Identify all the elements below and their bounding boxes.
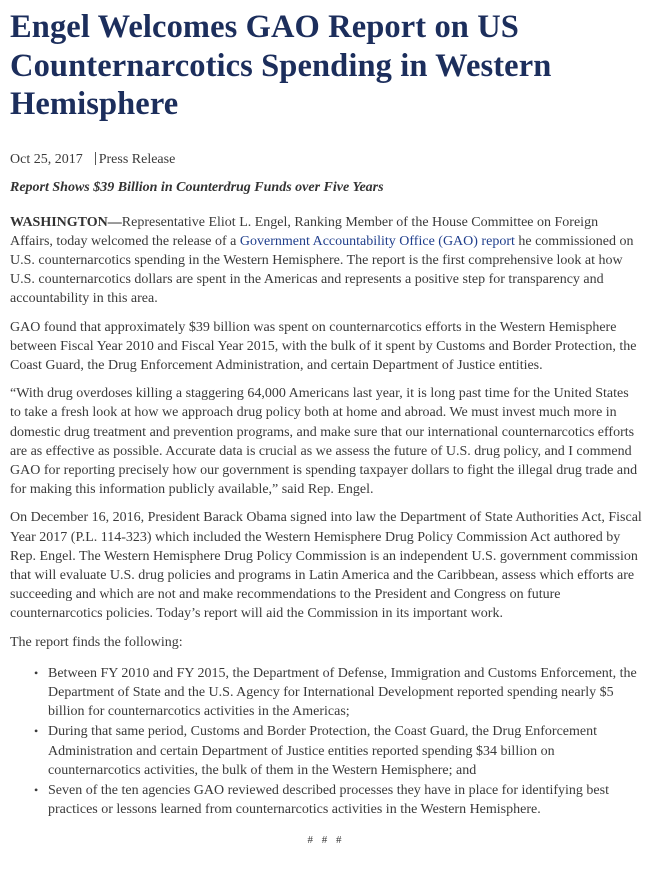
- findings-list: [10, 664, 642, 820]
- gao-report-link[interactable]: Government Accountability Office (GAO) report: [239, 233, 515, 249]
- paragraph-intro: [10, 213, 642, 309]
- article-meta: [10, 152, 642, 168]
- bullet-icon: •: [34, 782, 39, 797]
- article-category: Press Release: [98, 151, 176, 167]
- paragraph-engel-quote: “With drug overdoses killing a staggering 64,000 Americans last year, it is long past time for the United States to take a fresh look at how we approach drug policy both at home and abroad. We must invest much more in domestic drug treatment and prevention programs, and make sure that our international counternarcotics efforts are as effective as possible. Accurate data is crucial as we assess the future of U.S. drug policy, and I commend GAO for reporting precisely how our government is spending taxpayer dollars to fight the illegal drug trade and for making this information publicly available,” said Rep. Engel.: [10, 386, 638, 498]
- list-item: [34, 664, 642, 722]
- finding-text: Seven of the ten agencies GAO reviewed described processes they have in place for identifying best practices or lessons learned from counternarcotics activities in the Western Hemisphere.: [48, 782, 609, 818]
- finding-text: During that same period, Customs and Border Protection, the Coast Guard, the Drug Enforcement Administration and certain Department of Justice entities reported spending $34 billion on counternarcotics activities, the bulk of them in the Western Hemisphere; and: [48, 724, 597, 778]
- list-item: [34, 722, 642, 780]
- intro-text-before-link: Representative Eliot L. Engel, Ranking Member of the House Committee on Foreign Affairs, today welcomed the release of a: [10, 214, 599, 249]
- paragraph-gao-findings: GAO found that approximately $39 billion was spent on counternarcotics efforts in the Western Hemisphere between Fiscal Year 2010 and Fiscal Year 2015, with the bulk of it spent by Customs and Border Protection, the Coast Guard, the Drug Enforcement Administration, and certain Department of Justice entities.: [10, 319, 637, 373]
- page-title: Engel Welcomes GAO Report on US Counternarcotics Spending in Western Hemisphere: [10, 9, 552, 122]
- paragraph-commission: On December 16, 2016, President Barack Obama signed into law the Department of State Authorities Act, Fiscal Year 2017 (P.L. 114-323) which included the Western Hemisphere Drug Policy Commission Act authored by Rep. Engel. The Western Hemisphere Drug Policy Commission is an independent U.S. government commission that will evaluate U.S. drug policies and programs in Latin America and the Caribbean, assess which efforts are succeeding and which are not and make recommendations to the President and Congress on future counternarcotics policies. Today’s report will aid the Commission in its important work.: [10, 510, 642, 622]
- end-mark: # # #: [307, 834, 345, 847]
- finding-text: Between FY 2010 and FY 2015, the Department of Defense, Immigration and Customs Enforcement, the Department of State and the U.S. Agency for International Development reported spending nearly $5 billion for counternarcotics activities in the Americas;: [48, 665, 637, 720]
- list-item: [34, 781, 642, 819]
- dateline: WASHINGTON—: [10, 214, 122, 230]
- publish-date: Oct 25, 2017: [10, 151, 83, 167]
- paragraph-findings-intro: The report finds the following:: [10, 634, 183, 650]
- bullet-icon: •: [34, 724, 39, 739]
- article-subtitle: Report Shows $39 Billion in Counterdrug Funds over Five Years: [10, 179, 384, 195]
- intro-text-after-link: he commissioned on U.S. counternarcotics spending in the Western Hemisphere. The report is the first comprehensive look at how U.S. counternarcotics dollars are spent in the Americas and represents a positive step for transparency and accountability in this area.: [10, 233, 634, 307]
- bullet-icon: •: [34, 665, 39, 680]
